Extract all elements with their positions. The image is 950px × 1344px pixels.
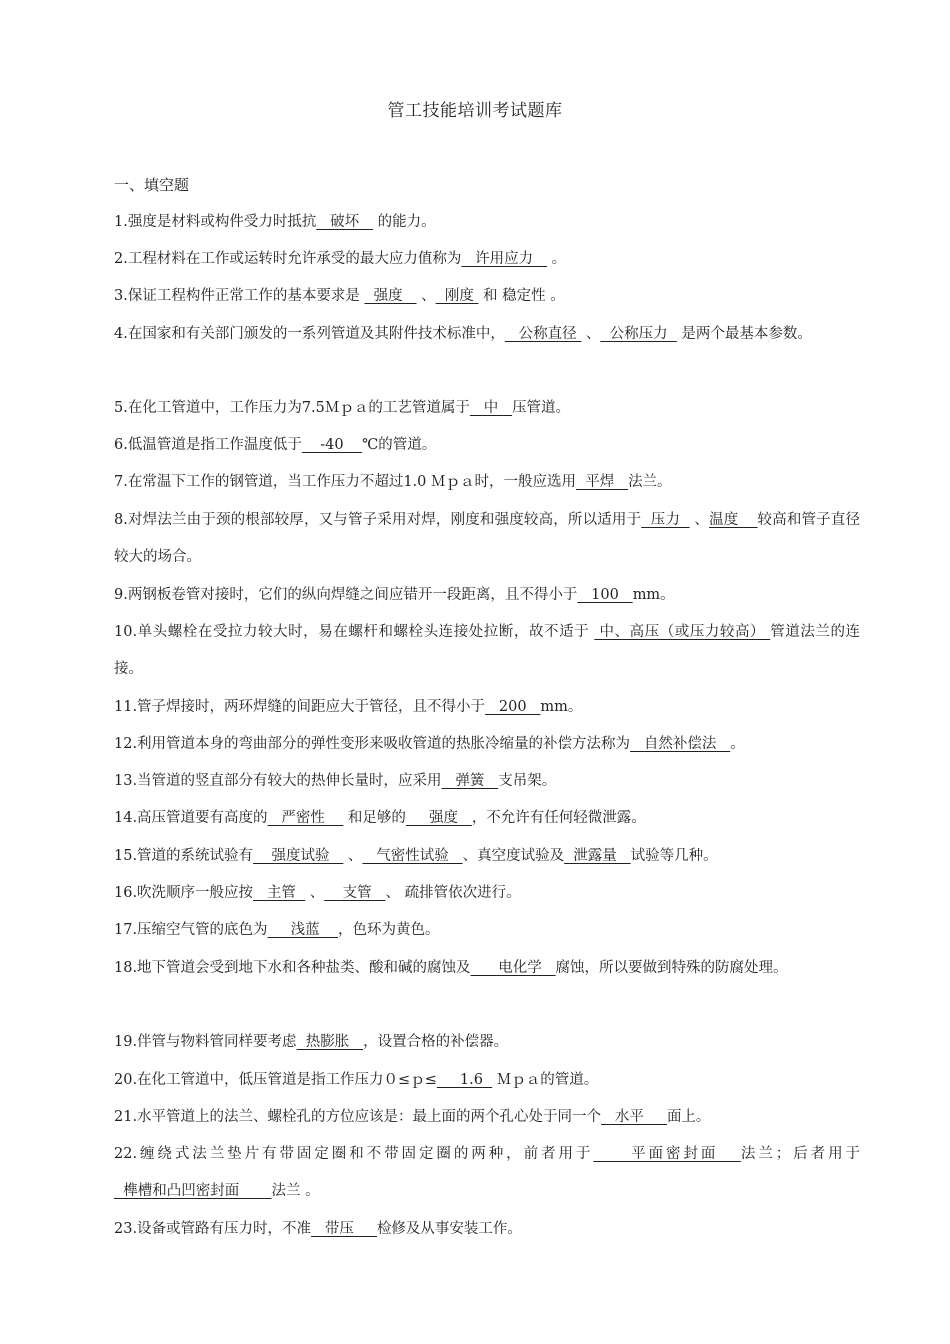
question-text: 5.在化工管道中，工作压力为7.5Ｍｐａ的工艺管道属于 — [114, 400, 470, 416]
question-text: Ｍｐａ的管道。 — [492, 1072, 599, 1088]
question-item — [114, 1136, 860, 1210]
answer-blank: 刚度 — [435, 288, 479, 304]
answer-blank: 强度 — [405, 810, 472, 826]
question-text: 2.工程材料在工作或运转时允许承受的最大应力值称为 — [114, 251, 462, 267]
answer-blank: -40 — [301, 437, 363, 453]
question-text: 13.当管道的竖直部分有较大的热伸长量时，应采用 — [114, 773, 442, 789]
question-text: 6.低温管道是指工作温度低于 — [114, 437, 302, 453]
question-text: ℃的管道。 — [362, 437, 437, 453]
answer-blank: 电化学 — [470, 960, 556, 976]
question-item — [114, 278, 860, 315]
question-text: 18.地下管道会受到地下水和各种盐类、酸和碱的腐蚀及 — [114, 960, 471, 976]
question-text: 和 稳定性 。 — [478, 288, 565, 304]
question-text: 1.强度是材料或构件受力时抵抗 — [114, 214, 317, 230]
answer-blank: 1.6 — [436, 1072, 493, 1088]
question-item — [114, 950, 860, 987]
question-item — [114, 502, 860, 576]
answer-blank: 强度试验 — [253, 848, 344, 864]
question-text: 10.单头螺栓在受拉力较大时，易在螺杆和螺栓头连接处拉断，故不适于 — [114, 624, 595, 640]
question-item — [114, 464, 860, 501]
answer-blank: 气密性试验 — [362, 848, 463, 864]
question-text: 、真空度试验及 — [462, 848, 565, 864]
question-text: ，设置合格的补偿器。 — [363, 1034, 509, 1050]
question-text: 21.水平管道上的法兰、螺栓孔的方位应该是：最上面的两个孔心处于同一个 — [114, 1109, 602, 1125]
question-item — [114, 838, 860, 875]
question-text: 是两个最基本参数。 — [676, 326, 812, 342]
question-text: ，不允许有任何轻微泄露。 — [471, 810, 646, 826]
question-item — [114, 1211, 860, 1248]
answer-blank: 压力 — [641, 512, 690, 528]
question-item — [114, 1024, 860, 1061]
question-text: 管道法兰的连接。 — [114, 624, 861, 677]
answer-blank: 热膨胀 — [296, 1034, 364, 1050]
question-item — [114, 763, 860, 800]
question-item — [114, 390, 860, 427]
question-text: 。 — [730, 736, 745, 752]
question-text: mm。 — [632, 587, 675, 603]
page-title: 管工技能培训考试题库 — [387, 101, 563, 121]
question-text: 4.在国家和有关部门颁发的一系列管道及其附件技术标准中， — [114, 326, 505, 342]
question-text: 支吊架。 — [498, 773, 557, 789]
answer-blank: 严密性 — [267, 810, 344, 826]
question-text: 检修及从事安装工作。 — [376, 1221, 522, 1237]
answer-blank: 平面密封面 — [593, 1146, 741, 1162]
question-item — [114, 316, 860, 353]
question-text: 法兰；后者用于 — [740, 1146, 861, 1162]
answer-blank: 中、高压（或压力较高） — [594, 624, 771, 640]
question-item — [114, 204, 860, 241]
question-text: 面上。 — [666, 1109, 711, 1125]
answer-blank: 200 — [485, 699, 541, 715]
answer-blank: 许用应力 — [461, 251, 547, 267]
question-text: 、 — [343, 848, 363, 864]
question-text: 7.在常温下工作的钢管道，当工作压力不超过1.0 Ｍｐａ时，一般应选用 — [114, 474, 577, 490]
question-text: 压管道。 — [512, 400, 571, 416]
answer-blank: 主管 — [253, 885, 306, 901]
answer-blank: 浅蓝 — [267, 922, 339, 938]
answer-blank: 支管 — [324, 885, 386, 901]
question-text: ，色环为黄色。 — [338, 922, 440, 938]
question-text: 11.管子焊接时，两环焊缝的间距应大于管径，且不得小于 — [114, 699, 486, 715]
question-text: 。 — [547, 251, 567, 267]
answer-blank: 公称压力 — [600, 326, 677, 342]
question-text: 15.管道的系统试验有 — [114, 848, 254, 864]
answer-blank: 泄露量 — [564, 848, 631, 864]
question-text: 8.对焊法兰由于颈的根部较厚，又与管子采用对焊，刚度和强度较高，所以适用于 — [114, 512, 642, 528]
question-item — [114, 726, 860, 763]
question-item — [114, 912, 860, 949]
answer-blank: 带压 — [311, 1221, 377, 1237]
answer-blank: 平焊 — [576, 474, 629, 490]
question-item — [114, 241, 860, 278]
answer-blank: 温度 — [709, 512, 758, 528]
question-item — [114, 875, 860, 912]
question-text: 法兰。 — [628, 474, 672, 490]
question-item — [114, 800, 860, 837]
question-text: 、 — [581, 326, 601, 342]
question-item — [114, 614, 860, 688]
question-text: 试验等几种。 — [630, 848, 718, 864]
section-heading: 一、填空题 — [114, 176, 190, 194]
answer-blank: 中 — [469, 400, 513, 416]
question-text: 20.在化工管道中，低压管道是指工作压力０≤ｐ≤ — [114, 1072, 437, 1088]
question-text: 法兰 。 — [271, 1183, 320, 1199]
question-text: 14.高压管道要有高度的 — [114, 810, 268, 826]
question-item — [114, 427, 860, 464]
answer-blank: 水平 — [601, 1109, 667, 1125]
answer-blank: 破坏 — [316, 214, 373, 230]
answer-blank: 榫槽和凸凹密封面 — [114, 1183, 272, 1199]
question-text: 12.利用管道本身的弯曲部分的弹性变形来吸收管道的热胀冷缩量的补偿方法称为 — [114, 736, 631, 752]
question-text: 17.压缩空气管的底色为 — [114, 922, 268, 938]
question-text: mm。 — [540, 699, 583, 715]
answer-blank: 公称直径 — [504, 326, 582, 342]
question-text: 、 — [305, 885, 325, 901]
question-text: 、 — [416, 288, 436, 304]
question-item — [114, 1062, 860, 1099]
answer-blank: 弹簧 — [441, 773, 499, 789]
question-item — [114, 1099, 860, 1136]
question-text: 16.吹洗顺序一般应按 — [114, 885, 254, 901]
question-text: 、 疏排管依次进行。 — [385, 885, 521, 901]
question-text: 9.两钢板卷管对接时，它们的纵向焊缝之间应错开一段距离，且不得小于 — [114, 587, 578, 603]
question-text: 、 — [689, 512, 710, 528]
question-text: 23.设备或管路有压力时，不准 — [114, 1221, 312, 1237]
question-text: 腐蚀，所以要做到特殊的防腐处理。 — [555, 960, 788, 976]
question-text: 较高和管子直径较大的场合。 — [114, 512, 860, 565]
question-item — [114, 689, 860, 726]
answer-blank: 强度 — [364, 288, 417, 304]
answer-blank: 100 — [577, 587, 633, 603]
question-item — [114, 577, 860, 614]
question-text: 和足够的 — [343, 810, 406, 826]
question-text: 3.保证工程构件正常工作的基本要求是 — [114, 288, 365, 304]
question-text: 19.伴管与物料管同样要考虑 — [114, 1034, 297, 1050]
question-text: 的能力。 — [373, 214, 436, 230]
answer-blank: 自然补偿法 — [630, 736, 731, 752]
question-text: 22.缠绕式法兰垫片有带固定圈和不带固定圈的两种，前者用于 — [114, 1146, 594, 1162]
